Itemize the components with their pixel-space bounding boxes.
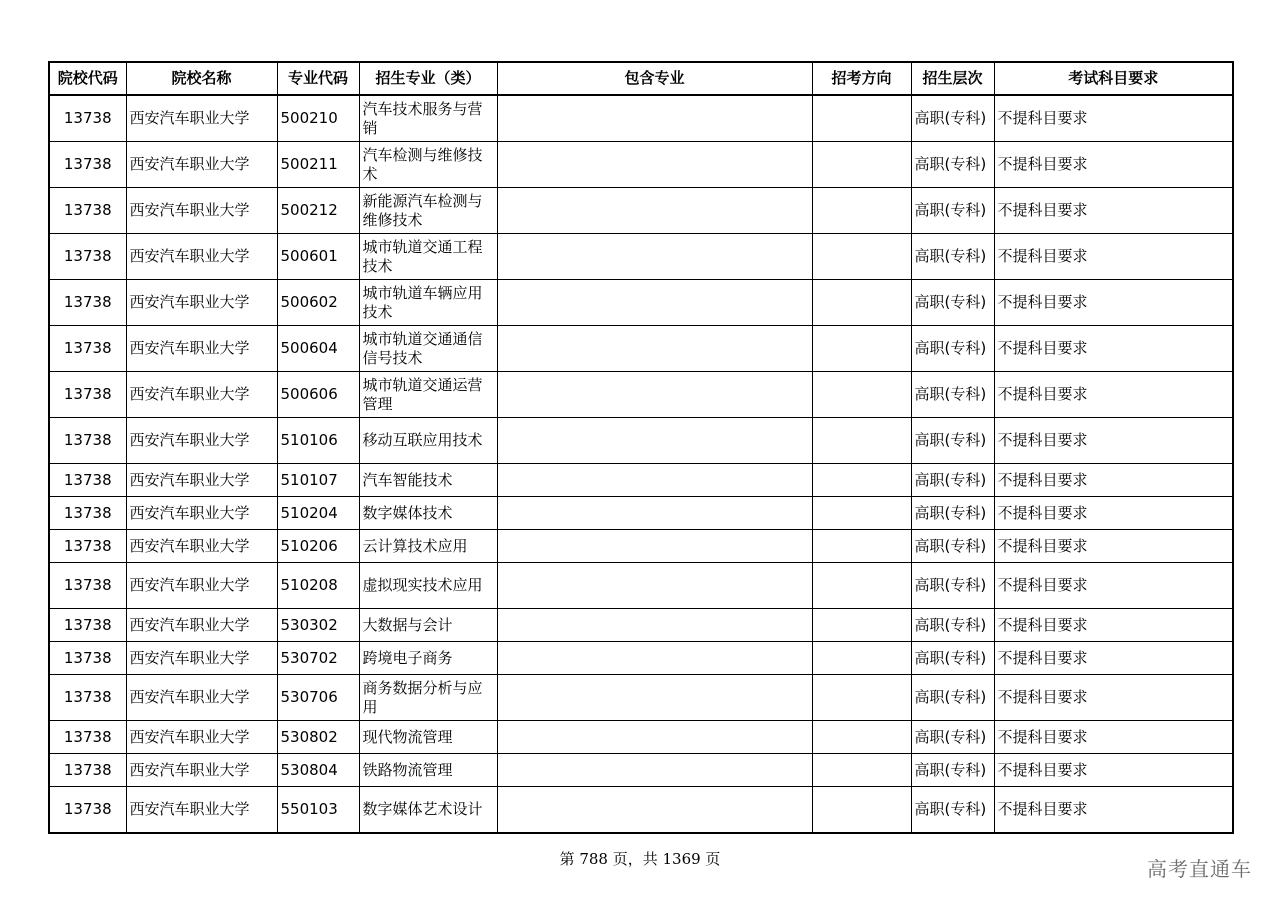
table-row <box>49 418 1233 464</box>
cell-major-code: 500604 <box>277 326 359 372</box>
cell-major: 数字媒体艺术设计 <box>359 787 497 834</box>
table-row <box>49 787 1233 834</box>
cell-major: 现代物流管理 <box>359 721 497 754</box>
cell-requirement: 不提科目要求 <box>994 188 1233 234</box>
table-row <box>49 280 1233 326</box>
cell-major: 城市轨道车辆应用技术 <box>359 280 497 326</box>
cell-direction <box>812 754 911 787</box>
header-school-code: 院校代码 <box>49 62 126 95</box>
cell-level: 高职(专科) <box>911 326 994 372</box>
cell-school-name: 西安汽车职业大学 <box>126 497 277 530</box>
cell-major-code: 500606 <box>277 372 359 418</box>
table-row <box>49 497 1233 530</box>
table-row <box>49 563 1233 609</box>
cell-level: 高职(专科) <box>911 234 994 280</box>
cell-included-majors <box>497 464 812 497</box>
cell-school-name: 西安汽车职业大学 <box>126 754 277 787</box>
header-included-majors: 包含专业 <box>497 62 812 95</box>
cell-school-name: 西安汽车职业大学 <box>126 142 277 188</box>
cell-requirement: 不提科目要求 <box>994 497 1233 530</box>
table-row <box>49 754 1233 787</box>
cell-school-code: 13738 <box>49 754 126 787</box>
cell-direction <box>812 721 911 754</box>
cell-included-majors <box>497 497 812 530</box>
cell-school-code: 13738 <box>49 280 126 326</box>
cell-included-majors <box>497 326 812 372</box>
table-row <box>49 675 1233 721</box>
cell-school-name: 西安汽车职业大学 <box>126 418 277 464</box>
cell-included-majors <box>497 642 812 675</box>
cell-requirement: 不提科目要求 <box>994 530 1233 563</box>
cell-direction <box>812 563 911 609</box>
table-row <box>49 188 1233 234</box>
cell-requirement: 不提科目要求 <box>994 142 1233 188</box>
table-row <box>49 464 1233 497</box>
header-row <box>49 62 1233 95</box>
cell-direction <box>812 787 911 834</box>
cell-school-code: 13738 <box>49 95 126 142</box>
cell-direction <box>812 418 911 464</box>
cell-level: 高职(专科) <box>911 188 994 234</box>
table-row <box>49 326 1233 372</box>
header-major-code: 专业代码 <box>277 62 359 95</box>
cell-major: 城市轨道交通运营管理 <box>359 372 497 418</box>
table-row <box>49 721 1233 754</box>
cell-school-name: 西安汽车职业大学 <box>126 609 277 642</box>
cell-school-code: 13738 <box>49 675 126 721</box>
table-row <box>49 372 1233 418</box>
cell-school-name: 西安汽车职业大学 <box>126 787 277 834</box>
cell-requirement: 不提科目要求 <box>994 754 1233 787</box>
cell-school-name: 西安汽车职业大学 <box>126 234 277 280</box>
cell-direction <box>812 530 911 563</box>
cell-included-majors <box>497 142 812 188</box>
cell-level: 高职(专科) <box>911 609 994 642</box>
cell-major-code: 510208 <box>277 563 359 609</box>
cell-school-code: 13738 <box>49 787 126 834</box>
cell-level: 高职(专科) <box>911 563 994 609</box>
table-row <box>49 530 1233 563</box>
watermark: 高考直通车 <box>1147 857 1252 881</box>
cell-school-name: 西安汽车职业大学 <box>126 280 277 326</box>
cell-requirement: 不提科目要求 <box>994 609 1233 642</box>
cell-major: 移动互联应用技术 <box>359 418 497 464</box>
cell-included-majors <box>497 418 812 464</box>
cell-requirement: 不提科目要求 <box>994 675 1233 721</box>
cell-major-code: 500602 <box>277 280 359 326</box>
cell-major-code: 550103 <box>277 787 359 834</box>
cell-level: 高职(专科) <box>911 464 994 497</box>
table-row <box>49 609 1233 642</box>
cell-school-code: 13738 <box>49 721 126 754</box>
cell-level: 高职(专科) <box>911 675 994 721</box>
cell-requirement: 不提科目要求 <box>994 464 1233 497</box>
cell-major-code: 500601 <box>277 234 359 280</box>
cell-direction <box>812 372 911 418</box>
cell-major-code: 530804 <box>277 754 359 787</box>
cell-included-majors <box>497 754 812 787</box>
cell-direction <box>812 326 911 372</box>
cell-major-code: 530802 <box>277 721 359 754</box>
cell-major-code: 500210 <box>277 95 359 142</box>
table-row <box>49 642 1233 675</box>
cell-school-name: 西安汽车职业大学 <box>126 563 277 609</box>
cell-direction <box>812 464 911 497</box>
cell-major: 大数据与会计 <box>359 609 497 642</box>
cell-school-name: 西安汽车职业大学 <box>126 188 277 234</box>
cell-direction <box>812 675 911 721</box>
cell-school-code: 13738 <box>49 530 126 563</box>
cell-major: 数字媒体技术 <box>359 497 497 530</box>
cell-included-majors <box>497 372 812 418</box>
cell-included-majors <box>497 563 812 609</box>
cell-school-code: 13738 <box>49 464 126 497</box>
cell-direction <box>812 609 911 642</box>
cell-school-code: 13738 <box>49 326 126 372</box>
cell-level: 高职(专科) <box>911 418 994 464</box>
cell-school-name: 西安汽车职业大学 <box>126 721 277 754</box>
cell-included-majors <box>497 280 812 326</box>
cell-major-code: 530706 <box>277 675 359 721</box>
cell-included-majors <box>497 787 812 834</box>
cell-major: 铁路物流管理 <box>359 754 497 787</box>
cell-level: 高职(专科) <box>911 721 994 754</box>
cell-direction <box>812 95 911 142</box>
cell-school-code: 13738 <box>49 234 126 280</box>
cell-level: 高职(专科) <box>911 142 994 188</box>
cell-included-majors <box>497 95 812 142</box>
cell-level: 高职(专科) <box>911 497 994 530</box>
cell-level: 高职(专科) <box>911 754 994 787</box>
cell-major: 跨境电子商务 <box>359 642 497 675</box>
header-level: 招生层次 <box>911 62 994 95</box>
cell-school-code: 13738 <box>49 142 126 188</box>
cell-requirement: 不提科目要求 <box>994 642 1233 675</box>
cell-major: 汽车技术服务与营销 <box>359 95 497 142</box>
header-school-name: 院校名称 <box>126 62 277 95</box>
table-row <box>49 142 1233 188</box>
table-row <box>49 95 1233 142</box>
cell-school-name: 西安汽车职业大学 <box>126 530 277 563</box>
cell-level: 高职(专科) <box>911 642 994 675</box>
cell-school-name: 西安汽车职业大学 <box>126 326 277 372</box>
cell-major: 新能源汽车检测与维修技术 <box>359 188 497 234</box>
cell-school-name: 西安汽车职业大学 <box>126 95 277 142</box>
cell-school-name: 西安汽车职业大学 <box>126 675 277 721</box>
cell-requirement: 不提科目要求 <box>994 372 1233 418</box>
cell-direction <box>812 642 911 675</box>
table-row <box>49 234 1233 280</box>
cell-requirement: 不提科目要求 <box>994 721 1233 754</box>
cell-included-majors <box>497 675 812 721</box>
cell-requirement: 不提科目要求 <box>994 787 1233 834</box>
cell-included-majors <box>497 188 812 234</box>
header-major: 招生专业（类） <box>359 62 497 95</box>
cell-major: 云计算技术应用 <box>359 530 497 563</box>
cell-major-code: 510106 <box>277 418 359 464</box>
cell-requirement: 不提科目要求 <box>994 95 1233 142</box>
cell-major-code: 510206 <box>277 530 359 563</box>
cell-major-code: 500212 <box>277 188 359 234</box>
cell-school-code: 13738 <box>49 563 126 609</box>
cell-requirement: 不提科目要求 <box>994 234 1233 280</box>
cell-major: 汽车智能技术 <box>359 464 497 497</box>
cell-major: 虚拟现实技术应用 <box>359 563 497 609</box>
cell-school-name: 西安汽车职业大学 <box>126 372 277 418</box>
cell-included-majors <box>497 530 812 563</box>
cell-school-code: 13738 <box>49 497 126 530</box>
cell-requirement: 不提科目要求 <box>994 280 1233 326</box>
cell-included-majors <box>497 609 812 642</box>
page-number: 第 788 页，共 1369 页 <box>559 850 721 868</box>
cell-school-code: 13738 <box>49 609 126 642</box>
cell-level: 高职(专科) <box>911 280 994 326</box>
cell-level: 高职(专科) <box>911 95 994 142</box>
cell-school-name: 西安汽车职业大学 <box>126 642 277 675</box>
cell-major-code: 510204 <box>277 497 359 530</box>
cell-level: 高职(专科) <box>911 372 994 418</box>
table-body <box>49 95 1233 833</box>
cell-major: 城市轨道交通通信信号技术 <box>359 326 497 372</box>
cell-school-code: 13738 <box>49 188 126 234</box>
admission-table-container <box>48 61 1232 834</box>
admission-table <box>48 61 1234 834</box>
cell-requirement: 不提科目要求 <box>994 418 1233 464</box>
cell-school-code: 13738 <box>49 642 126 675</box>
cell-requirement: 不提科目要求 <box>994 563 1233 609</box>
cell-major-code: 510107 <box>277 464 359 497</box>
cell-major: 商务数据分析与应用 <box>359 675 497 721</box>
cell-major: 汽车检测与维修技术 <box>359 142 497 188</box>
header-requirement: 考试科目要求 <box>994 62 1233 95</box>
cell-included-majors <box>497 234 812 280</box>
cell-major: 城市轨道交通工程技术 <box>359 234 497 280</box>
cell-school-code: 13738 <box>49 418 126 464</box>
cell-major-code: 530702 <box>277 642 359 675</box>
cell-requirement: 不提科目要求 <box>994 326 1233 372</box>
cell-school-code: 13738 <box>49 372 126 418</box>
header-direction: 招考方向 <box>812 62 911 95</box>
cell-level: 高职(专科) <box>911 787 994 834</box>
cell-direction <box>812 142 911 188</box>
cell-included-majors <box>497 721 812 754</box>
cell-level: 高职(专科) <box>911 530 994 563</box>
cell-direction <box>812 188 911 234</box>
cell-major-code: 500211 <box>277 142 359 188</box>
cell-major-code: 530302 <box>277 609 359 642</box>
cell-direction <box>812 234 911 280</box>
cell-direction <box>812 497 911 530</box>
cell-school-name: 西安汽车职业大学 <box>126 464 277 497</box>
cell-direction <box>812 280 911 326</box>
